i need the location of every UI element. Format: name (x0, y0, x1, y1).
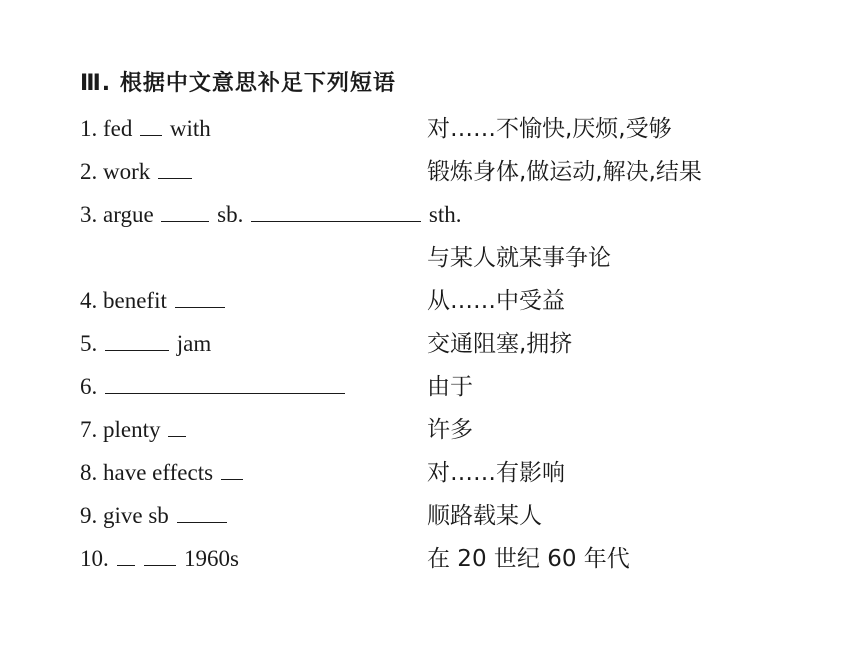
phrase-chinese: 由于 (427, 374, 473, 400)
phrase-item (80, 286, 780, 322)
phrase-english (80, 157, 194, 187)
phrase-english (80, 458, 245, 488)
phrase-text: with (164, 116, 211, 141)
phrase-chinese: 在 20 世纪 60 年代 (427, 546, 630, 572)
answer-blank[interactable] (105, 373, 345, 394)
phrase-chinese: 从……中受益 (427, 288, 565, 314)
phrase-text (109, 546, 115, 571)
item-number: 5. (80, 331, 98, 356)
phrase-english (80, 415, 188, 445)
answer-blank[interactable] (221, 459, 243, 480)
phrase-text: 1960s (178, 546, 239, 571)
phrase-text: have effects (97, 460, 219, 485)
phrase-chinese: 交通阻塞,拥挤 (427, 331, 573, 357)
answer-blank[interactable] (177, 502, 227, 523)
item-number: 10. (80, 546, 109, 571)
answer-blank[interactable] (117, 545, 135, 566)
item-number: 7. (80, 417, 98, 442)
phrase-chinese: 锻炼身体,做运动,解决,结果 (427, 159, 702, 185)
phrase-item (80, 544, 780, 580)
phrase-text: work (97, 159, 157, 184)
phrase-item (80, 458, 780, 494)
phrase-text (97, 331, 103, 356)
phrase-item (80, 415, 780, 451)
phrase-english (80, 286, 227, 316)
phrase-english (80, 329, 211, 359)
phrase-english (80, 372, 347, 402)
phrase-item (80, 114, 780, 150)
answer-blank[interactable] (168, 416, 186, 437)
phrase-text (97, 374, 103, 399)
phrase-text: sb. (211, 202, 250, 227)
phrase-chinese: 与某人就某事争论 (427, 245, 611, 271)
phrase-text: benefit (97, 288, 173, 313)
phrase-item (80, 329, 780, 365)
phrase-text (137, 546, 143, 571)
item-number: 9. (80, 503, 98, 528)
phrase-english (80, 200, 461, 230)
item-number: 1. (80, 116, 98, 141)
item-number: 4. (80, 288, 98, 313)
phrase-item (80, 501, 780, 537)
item-number: 6. (80, 374, 98, 399)
phrase-item-continued (80, 243, 780, 279)
phrase-text: sth. (423, 202, 462, 227)
phrase-text: give sb (97, 503, 175, 528)
item-number: 8. (80, 460, 98, 485)
section-heading: Ⅲ. 根据中文意思补足下列短语 (80, 71, 396, 96)
phrase-english (80, 501, 229, 531)
phrase-chinese: 许多 (427, 417, 473, 443)
phrase-english (80, 114, 211, 144)
answer-blank[interactable] (161, 201, 209, 222)
phrase-text: fed (97, 116, 139, 141)
phrase-chinese: 对……不愉快,厌烦,受够 (427, 116, 672, 142)
answer-blank[interactable] (140, 115, 162, 136)
answer-blank[interactable] (105, 330, 169, 351)
phrase-text: jam (171, 331, 212, 356)
item-number: 3. (80, 202, 98, 227)
answer-blank[interactable] (251, 201, 421, 222)
answer-blank[interactable] (175, 287, 225, 308)
phrase-item (80, 372, 780, 408)
phrase-text: plenty (97, 417, 167, 442)
phrase-item (80, 157, 780, 193)
answer-blank[interactable] (158, 158, 192, 179)
item-number: 2. (80, 159, 98, 184)
phrase-english (80, 544, 239, 574)
phrase-chinese: 对……有影响 (427, 460, 565, 486)
phrase-chinese: 顺路载某人 (427, 503, 542, 529)
answer-blank[interactable] (144, 545, 176, 566)
phrase-text: argue (97, 202, 160, 227)
phrase-item (80, 200, 780, 236)
